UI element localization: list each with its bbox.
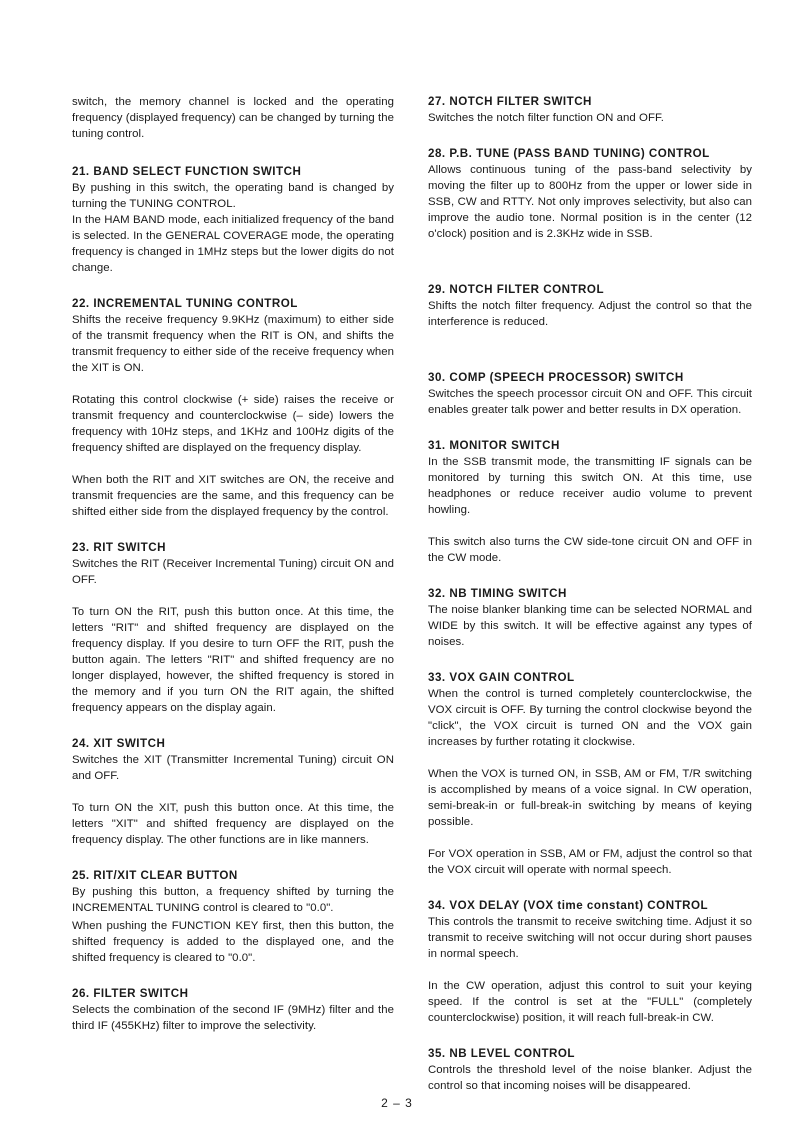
section-paragraph: When pushing the FUNCTION KEY first, then this button, the shifted frequency is added to the displayed one, and the shifted frequency is cleared to "0.0". xyxy=(72,920,394,964)
section-25 xyxy=(72,868,394,966)
section-paragraph: The noise blanker blanking time can be selected NORMAL and WIDE by this switch. It will be effective against any types of noises. xyxy=(428,604,752,648)
section-24 xyxy=(72,736,394,848)
section-heading: 29. NOTCH FILTER CONTROL xyxy=(428,283,605,296)
section-29 xyxy=(428,282,752,330)
section-28 xyxy=(428,146,752,242)
section-32 xyxy=(428,586,752,650)
section-heading: 32. NB TIMING SWITCH xyxy=(428,587,567,600)
section-heading: 28. P.B. TUNE (PASS BAND TUNING) CONTROL xyxy=(428,147,710,160)
section-paragraph: Rotating this control clockwise (+ side) raises the receive or transmit frequency and counterclockwise (– side) lowers the frequency with 10Hz steps, and 1KHz and 100Hz digits of the frequency shifted are displayed on the frequency display. xyxy=(72,394,394,454)
section-heading: 23. RIT SWITCH xyxy=(72,541,166,554)
section-heading: 27. NOTCH FILTER SWITCH xyxy=(428,95,592,108)
section-paragraph: Controls the threshold level of the noise blanker. Adjust the control so that incoming noises will be disappeared. xyxy=(428,1064,752,1092)
section-27 xyxy=(428,94,752,126)
section-paragraph: When the VOX is turned ON, in SSB, AM or FM, T/R switching is accomplished by means of a voice signal. In CW operation, semi-break-in or full-break-in switching by means of keying possible. xyxy=(428,768,752,828)
section-heading: 21. BAND SELECT FUNCTION SWITCH xyxy=(72,165,302,178)
section-paragraph: When the control is turned completely counterclockwise, the VOX circuit is OFF. By turning the control clockwise beyond the "click", the VOX circuit is turned ON and the VOX gain increases by further rotating it clockwise. xyxy=(428,688,752,748)
section-heading: 34. VOX DELAY (VOX time constant) CONTROL xyxy=(428,899,709,912)
section-paragraph: By pushing in this switch, the operating band is changed by turning the TUNING CONTROL. xyxy=(72,182,394,210)
section-21 xyxy=(72,164,394,276)
section-heading: 26. FILTER SWITCH xyxy=(72,987,189,1000)
left-column xyxy=(72,94,394,1054)
section-30 xyxy=(428,370,752,418)
section-heading: 33. VOX GAIN CONTROL xyxy=(428,671,575,684)
section-paragraph: Shifts the notch filter frequency. Adjust the control so that the interference is reduced. xyxy=(428,300,752,328)
section-heading: 31. MONITOR SWITCH xyxy=(428,439,560,452)
section-31 xyxy=(428,438,752,566)
section-paragraph: To turn ON the RIT, push this button once. At this time, the letters "RIT" and shifted frequency are displayed on the frequency display. If you desire to turn OFF the RIT, push the button again. The letters "RIT" and shifted frequency are no longer displayed, however, the shifted frequency is stored in the memory and if you turn ON the RIT again, the shifted frequency appears on the display again. xyxy=(72,606,394,714)
section-paragraph: For VOX operation in SSB, AM or FM, adjust the control so that the VOX circuit will operate with normal speech. xyxy=(428,848,752,876)
section-paragraph: To turn ON the XIT, push this button once. At this time, the letters "XIT" and shifted frequency are displayed on the frequency display. The other functions are in like manners. xyxy=(72,802,394,846)
section-heading: 25. RIT/XIT CLEAR BUTTON xyxy=(72,869,238,882)
page-number: 2 – 3 xyxy=(381,1096,413,1110)
section-paragraph: In the SSB transmit mode, the transmitting IF signals can be monitored by turning this switch ON. At this time, use headphones or reduce receiver audio volume to prevent howling. xyxy=(428,456,752,516)
section-paragraph: When both the RIT and XIT switches are ON, the receive and transmit frequencies are the same, and this frequency can be shifted either side from the displayed frequency by the control. xyxy=(72,474,394,518)
section-heading: 22. INCREMENTAL TUNING CONTROL xyxy=(72,297,298,310)
section-paragraph: In the CW operation, adjust this control to suit your keying speed. If the control is set at the "FULL" (completely counterclockwise) position, it will reach full-break-in CW. xyxy=(428,980,752,1024)
section-paragraph: Selects the combination of the second IF (9MHz) filter and the third IF (455KHz) filter to improve the selectivity. xyxy=(72,1004,394,1032)
section-paragraph: Allows continuous tuning of the pass-band selectivity by moving the filter up to 800Hz from the upper or lower side in SSB, CW and RTTY. Not only improves selectivity, but also can improve the audio tone. Normal position is in the center (12 o'clock) position and is 2.3KHz wide in SSB. xyxy=(428,164,752,240)
section-heading: 30. COMP (SPEECH PROCESSOR) SWITCH xyxy=(428,371,684,384)
section-heading: 24. XIT SWITCH xyxy=(72,737,166,750)
section-paragraph: Switches the RIT (Receiver Incremental Tuning) circuit ON and OFF. xyxy=(72,558,394,586)
section-paragraph: This switch also turns the CW side-tone circuit ON and OFF in the CW mode. xyxy=(428,536,752,564)
section-paragraph: In the HAM BAND mode, each initialized frequency of the band is selected. In the GENERAL COVERAGE mode, the operating frequency is changed in 1MHz steps but the lower digits do not change. xyxy=(72,214,394,274)
section-26 xyxy=(72,986,394,1034)
section-33 xyxy=(428,670,752,878)
section-heading: 35. NB LEVEL CONTROL xyxy=(428,1047,575,1060)
intro-paragraph: switch, the memory channel is locked and the operating frequency (displayed frequency) can be changed by turning the tuning control. xyxy=(72,96,394,140)
section-34 xyxy=(428,898,752,1026)
section-paragraph: Switches the XIT (Transmitter Incremental Tuning) circuit ON and OFF. xyxy=(72,754,394,782)
section-23 xyxy=(72,540,394,716)
section-paragraph: Shifts the receive frequency 9.9KHz (maximum) to either side of the transmit frequency when the RIT is ON, and shifts the transmit frequency to either side of the receive frequency when the XIT is ON. xyxy=(72,314,394,374)
section-35 xyxy=(428,1046,752,1094)
section-paragraph: This controls the transmit to receive switching time. Adjust it so transmit to receive switching will not occur during short pauses in normal speech. xyxy=(428,916,752,960)
section-22 xyxy=(72,296,394,520)
section-paragraph: Switches the speech processor circuit ON and OFF. This circuit enables greater talk power and better results in DX operation. xyxy=(428,388,752,416)
section-paragraph: By pushing this button, a frequency shifted by turning the INCREMENTAL TUNING control is cleared to "0.0". xyxy=(72,886,394,914)
right-column xyxy=(428,94,752,1114)
section-paragraph: Switches the notch filter function ON and OFF. xyxy=(428,112,664,124)
